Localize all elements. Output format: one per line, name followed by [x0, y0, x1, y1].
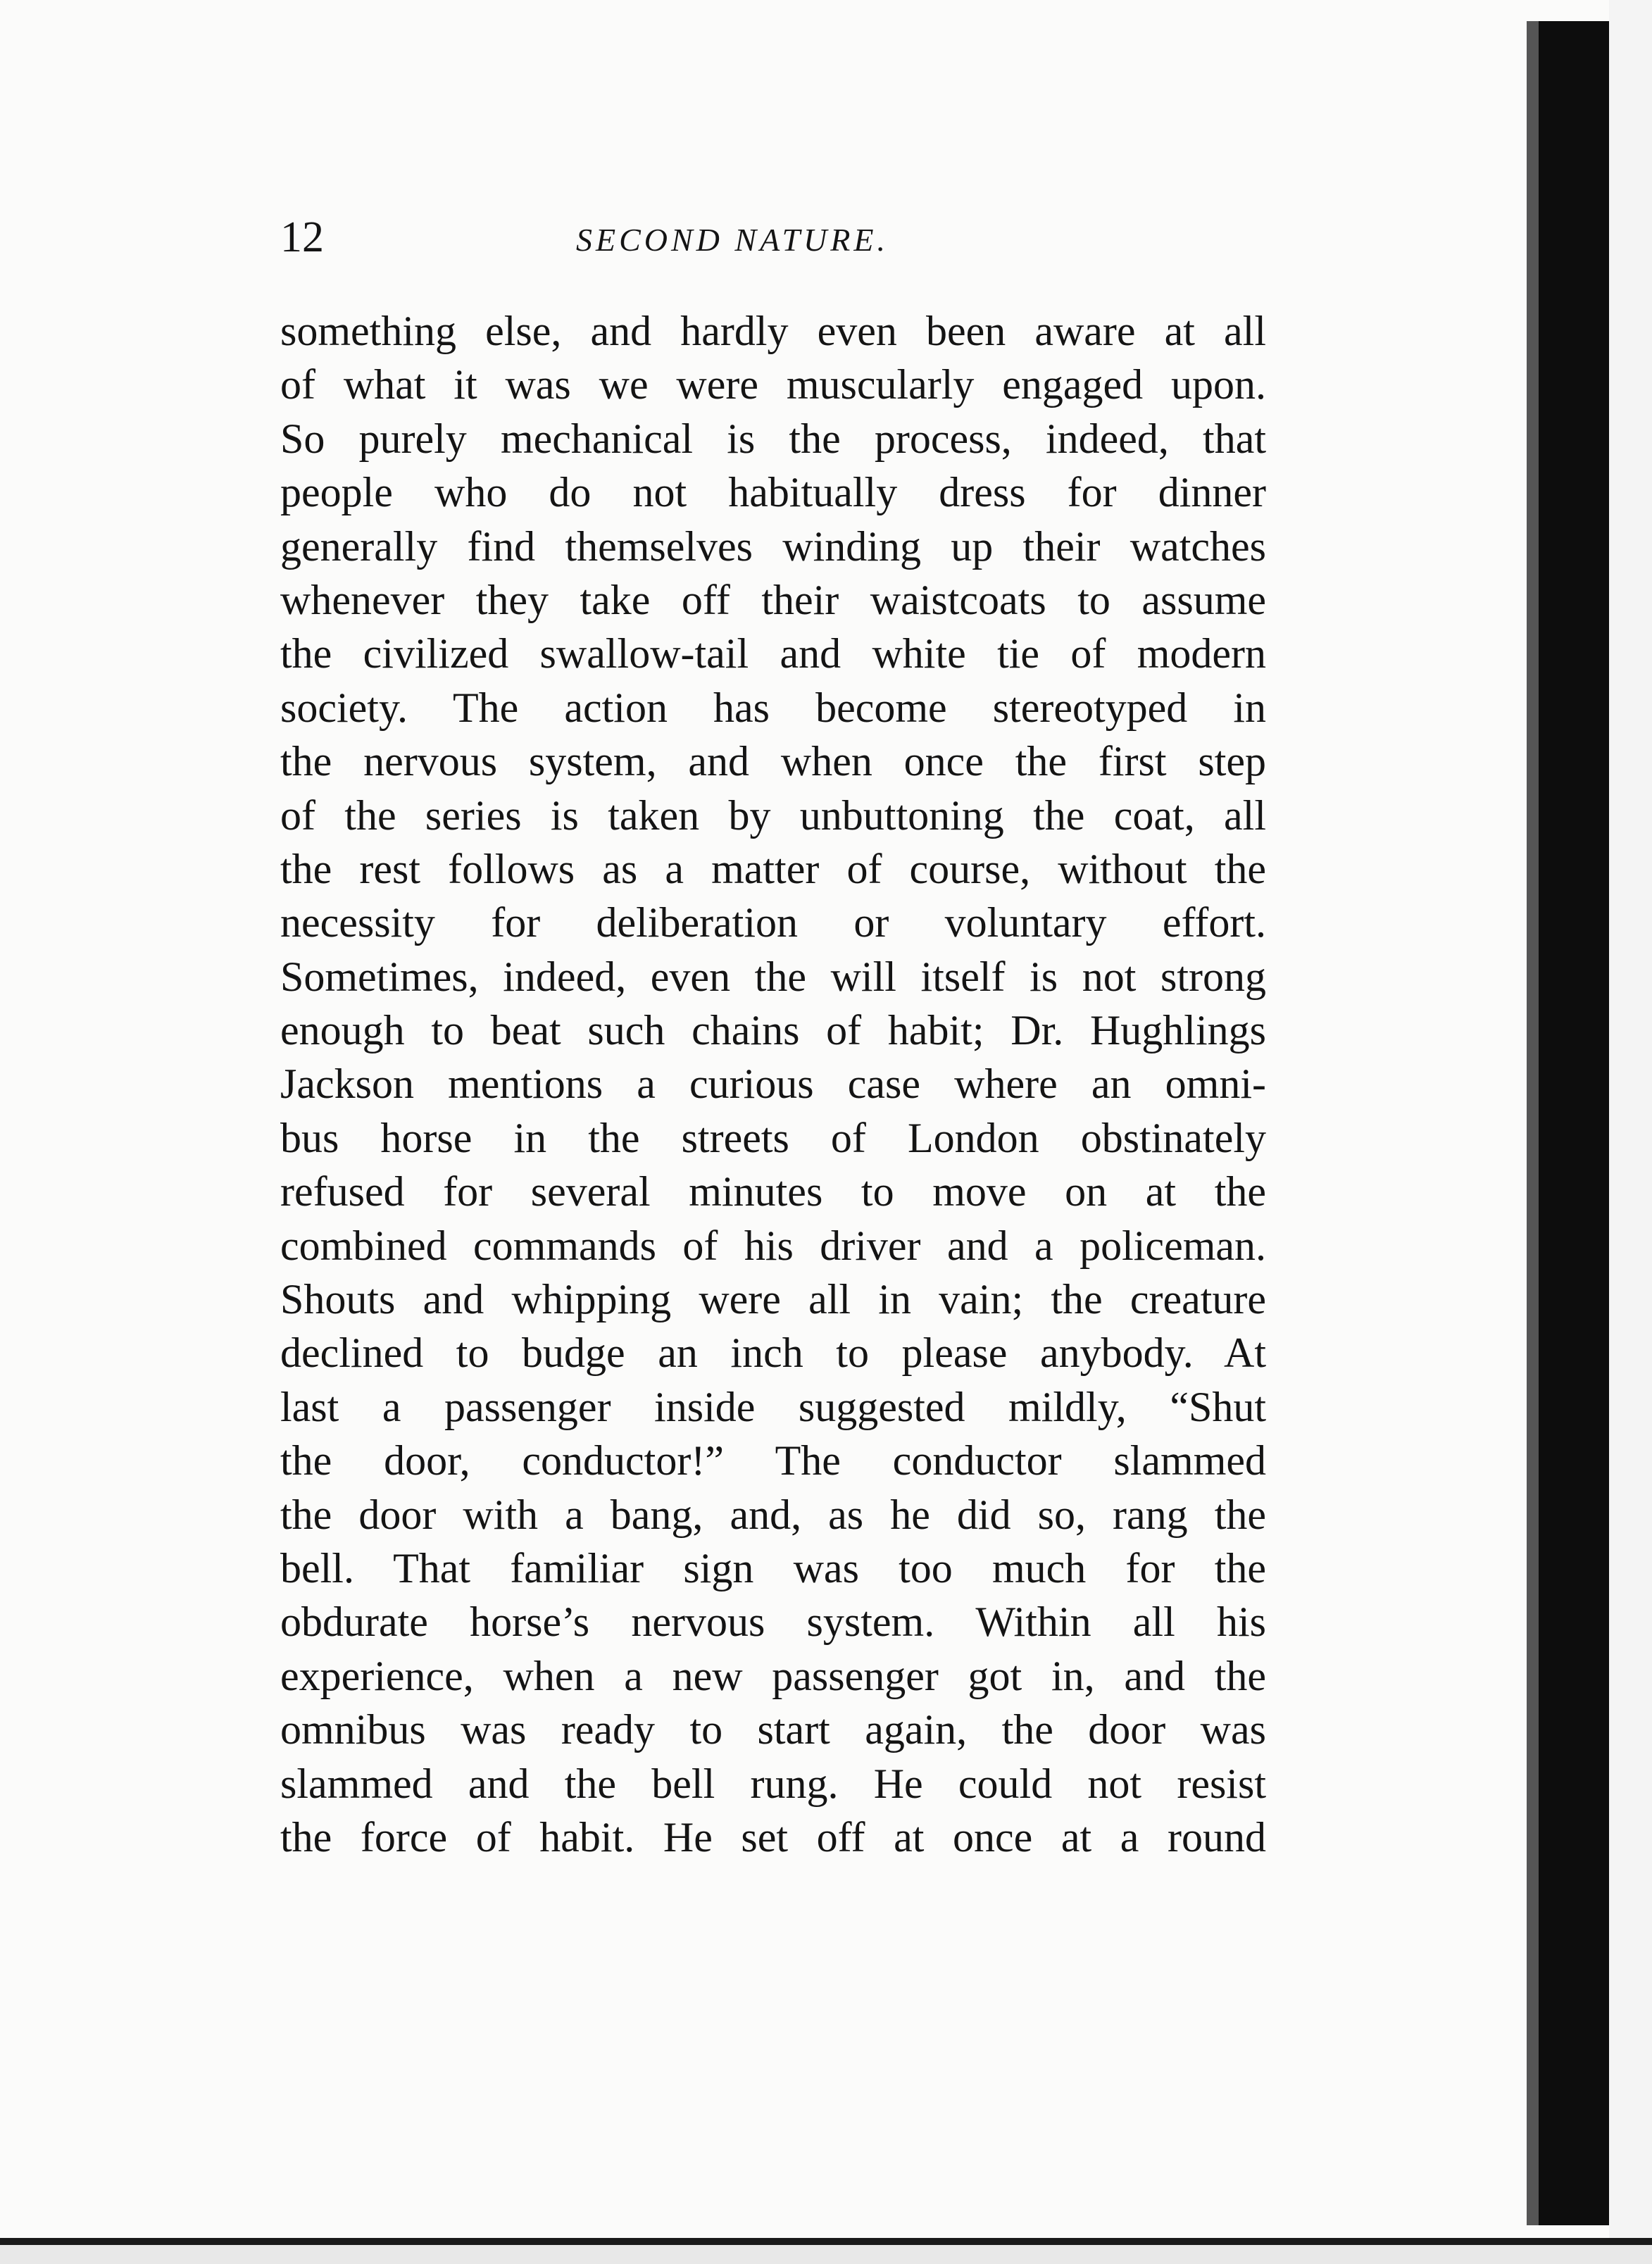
text-line: So purely mechanical is the process, indeed, that — [280, 415, 1266, 462]
text-line: bus horse in the streets of London obstinately — [280, 1114, 1266, 1161]
text-line: society. The action has become stereotyped in — [280, 684, 1266, 731]
text-line: of what it was we were muscularly engaged upon. — [280, 361, 1266, 408]
text-line: something else, and hardly even been aware at all — [280, 308, 1266, 354]
page-bottom-margin — [0, 2245, 1652, 2264]
body-text — [280, 304, 1266, 1864]
text-line: Shouts and whipping were all in vain; the creature — [280, 1276, 1266, 1323]
text-line: Sometimes, indeed, even the will itself is not strong — [280, 953, 1266, 1000]
text-line: enough to beat such chains of habit; Dr. Hughlings — [280, 1007, 1266, 1054]
text-line: people who do not habitually dress for dinner — [280, 469, 1266, 516]
text-line: the door, conductor!” The conductor slammed — [280, 1437, 1266, 1484]
text-line: necessity for deliberation or voluntary effort. — [280, 899, 1266, 946]
text-line: generally find themselves winding up their watches — [280, 523, 1266, 570]
page-right-margin — [1609, 0, 1652, 2264]
text-line: last a passenger inside suggested mildly, “Shut — [280, 1383, 1266, 1430]
text-line: refused for several minutes to move on at the — [280, 1168, 1266, 1215]
text-line: of the series is taken by unbuttoning the coat, all — [280, 792, 1266, 839]
text-line: the force of habit. He set off at once at a round — [280, 1813, 1266, 1860]
text-line: declined to budge an inch to please anybody. At — [280, 1330, 1266, 1377]
text-line: whenever they take off their waistcoats to assume — [280, 576, 1266, 623]
text-line: the civilized swallow-tail and white tie of modern — [280, 630, 1266, 677]
text-line: obdurate horse’s nervous system. Within all his — [280, 1599, 1266, 1646]
page-header — [280, 206, 1266, 269]
text-line: the door with a bang, and, as he did so, rang the — [280, 1491, 1266, 1538]
text-line: the rest follows as a matter of course, without the — [280, 845, 1266, 892]
text-line: slammed and the bell rung. He could not resist — [280, 1760, 1266, 1807]
text-line: Jackson mentions a curious case where an omni- — [280, 1061, 1266, 1108]
running-head: SECOND NATURE. — [576, 222, 889, 258]
text-line: the nervous system, and when once the first step — [280, 738, 1266, 785]
text-line: combined commands of his driver and a policeman. — [280, 1222, 1266, 1269]
text-line: experience, when a new passenger got in, and the — [280, 1652, 1266, 1699]
text-line: omnibus was ready to start again, the door was — [280, 1706, 1266, 1753]
page-number: 12 — [280, 213, 324, 261]
text-line: bell. That familiar sign was too much for the — [280, 1544, 1266, 1591]
book-binding-edge — [1539, 21, 1609, 2225]
page-bottom-edge — [0, 2238, 1652, 2245]
